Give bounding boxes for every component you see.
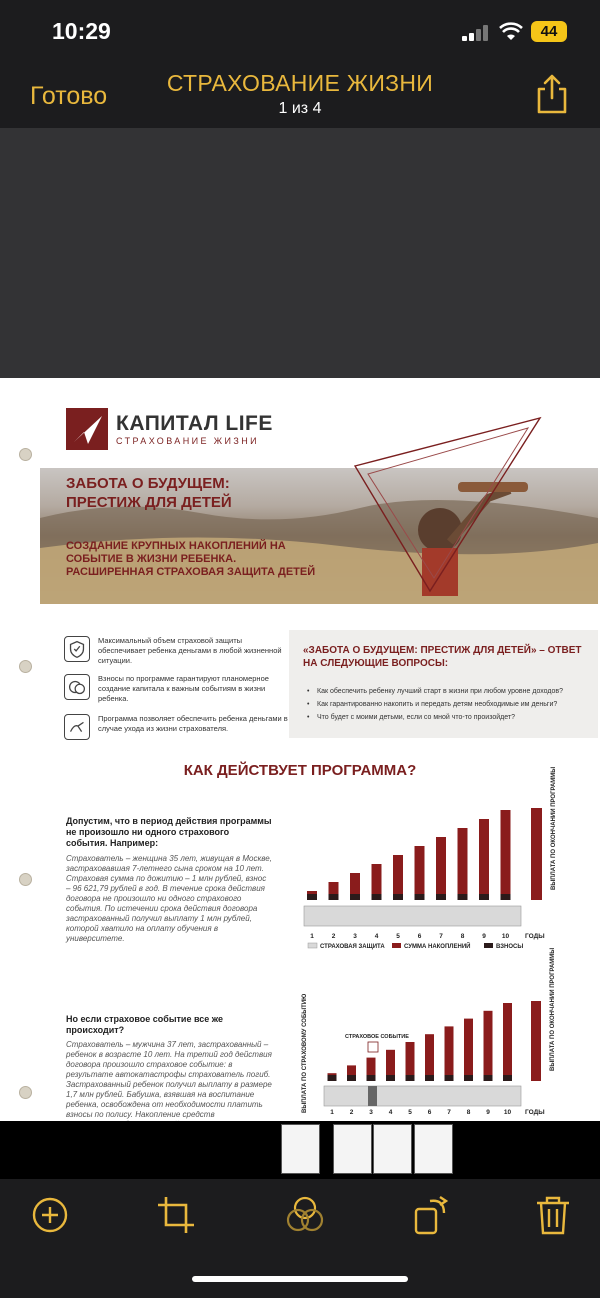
punch-hole [19,1086,32,1099]
insurance-payout-label: ВЫПЛАТА ПО СТРАХОВОМУ СОБЫТИЮ [302,993,308,1113]
thumbnail-page-4[interactable] [414,1124,453,1174]
x-axis-label: ГОДЫ [525,1109,545,1116]
bar-accumulation [307,891,317,900]
bar-contribution [503,1075,512,1081]
status-bar [0,0,600,62]
event-band-marker [368,1086,377,1106]
question-item: • Как обеспечить ребенку лучший старт в жизни при любом уровне доходов? [317,688,587,695]
thumbnail-page-3[interactable] [373,1124,412,1174]
bar-accumulation [464,1019,473,1081]
event-marker-icon [368,1042,378,1052]
battery-indicator: 44 [531,21,567,42]
legend-swatch-contribution [484,943,493,948]
payout-bar [531,1001,541,1081]
share-icon[interactable] [534,72,570,116]
punch-hole [19,660,32,673]
tick-label: 6 [417,933,422,940]
tick-label: 7 [439,933,443,940]
punch-hole [19,873,32,886]
tick-label: 6 [427,1109,432,1116]
bar-contribution [484,1075,493,1081]
bar-contribution [347,1075,356,1081]
bar-contribution [436,894,446,900]
rotate-icon[interactable] [412,1193,452,1237]
tick-label: 7 [447,1109,451,1116]
protection-band [304,906,521,926]
questions-box [289,630,598,738]
bar-accumulation [386,1050,395,1081]
bar-accumulation [393,855,403,900]
bar-accumulation [329,882,339,900]
tick-label: 10 [503,1109,512,1116]
bar-accumulation [425,1034,434,1081]
logo-tagline: СТРАХОВАНИЕ ЖИЗНИ [116,436,259,446]
payout-label: ВЫПЛАТА ПО ОКОНЧАНИИ ПРОГРАММЫ [550,947,556,1071]
payout-label: ВЫПЛАТА ПО ОКОНЧАНИИ ПРОГРАММЫ [551,766,557,890]
feature-text: Взносы по программе гарантируют планомерное создание капитала к важным событиям в жизни ребенка. [98,674,269,703]
tick-label: 5 [408,1109,412,1116]
bar-contribution [329,894,339,900]
bar-contribution [393,894,403,900]
example1-text: Страхователь – женщина 35 лет, живущая в Москве, застраховавшая 7-летнего сына сроком на 10 лет. Страховая сумма по дожитию – 1 млн рублей, взнос – 96 621,79 рублей в год. В течение срока действия договора не произошло ни одного страхового события. По истечении срока действия договора застрахованный получил выплату 1 млн рублей, которой хватило на оплату обучения в университете. [66,854,272,943]
legend-label: СТРАХОВАЯ ЗАЩИТА [320,944,385,950]
bar-contribution [479,894,489,900]
hand-icon [64,714,90,740]
legend-label: ВЗНОСЫ [496,944,524,950]
crop-icon[interactable] [156,1193,196,1237]
bar-accumulation [436,837,446,900]
bar-contribution [415,894,425,900]
document-viewer[interactable] [0,128,600,1121]
wifi-icon [499,22,523,42]
bar-accumulation [479,819,489,900]
bar-accumulation [347,1065,356,1081]
payout-bar [531,808,542,900]
logo-icon [66,408,108,450]
home-indicator [192,1276,408,1282]
tick-label: 3 [353,933,357,940]
tick-label: 3 [369,1109,373,1116]
bar-contribution [307,894,317,900]
tick-label: 1 [310,933,314,940]
tick-label: 4 [388,1109,393,1116]
tick-label: 9 [482,933,486,940]
bar-contribution [367,1075,376,1081]
done-button[interactable]: Готово [30,82,108,110]
bar-contribution [406,1075,415,1081]
tick-label: 2 [349,1109,354,1116]
page-indicator: 1 из 4 [278,100,322,117]
punch-hole [19,448,32,461]
example2-heading: Но если страховое событие все же происходит? [66,1014,224,1035]
feature-text: Максимальный объем страховой защиты обеспечивает ребенка деньгами в любой жизненной ситуации. [98,636,282,665]
bar-accumulation [501,810,511,900]
document-title: СТРАХОВАНИЕ ЖИЗНИ [166,70,434,96]
legend-label: СУММА НАКОПЛЕНИЙ [404,944,471,950]
bar-contribution [445,1075,454,1081]
example2-text: Страхователь – мужчина 37 лет, застрахованный – ребенок в возрасте 10 лет. На третий год действия договора произошло страховое событие: в результате автокатастрофы страхователь погиб. Застрахованный ребенок получил выплату в размере 1,7 млн рублей. Бабушка, взявшая на воспитание ребенка, освобождена от необходимости платить взносы по полису. Накопление средств [66,1040,272,1119]
feature-text: Программа позволяет обеспечить ребенка деньгами в случае ухода из жизни страхователя. [98,714,288,733]
nav-bar [0,62,600,128]
bar-accumulation [350,873,360,900]
x-axis-label: ГОДЫ [525,933,545,940]
bar-accumulation [415,846,425,900]
bar-contribution [350,894,360,900]
bar-accumulation [445,1026,454,1081]
question-item: • Что будет с моими детьми, если со мной что-то произойдет? [317,714,587,721]
shield-icon [64,636,90,662]
bar-contribution [328,1075,337,1081]
bar-accumulation [328,1073,337,1081]
bar-contribution [464,1075,473,1081]
questions-title: «ЗАБОТА О БУДУЩЕМ: ПРЕСТИЖ ДЛЯ ДЕТЕЙ» – ОТВЕТ НА СЛЕДУЮЩИЕ ВОПРОСЫ: [303,645,582,669]
tick-label: 1 [330,1109,334,1116]
bar-accumulation [484,1011,493,1081]
event-label: СТРАХОВОЕ СОБЫТИЕ [345,1034,409,1040]
legend-swatch-accumulation [392,943,401,948]
tick-label: 9 [486,1109,490,1116]
section-title: КАК ДЕЙСТВУЕТ ПРОГРАММА? [183,762,417,779]
tick-label: 5 [396,933,400,940]
hero-title: ЗАБОТА О БУДУЩЕМ: ПРЕСТИЖ ДЛЯ ДЕТЕЙ [66,475,232,511]
page-thumbnails [0,1121,600,1179]
document-page[interactable] [0,378,600,1173]
question-item: • Как гарантированно накопить и передать детям необходимые им деньги? [317,701,587,708]
bar-accumulation [372,864,382,900]
trash-icon[interactable] [533,1193,573,1237]
cellular-signal-icon [462,25,490,41]
status-time: 10:29 [52,18,111,44]
tick-label: 2 [331,933,336,940]
bar-accumulation [406,1042,415,1081]
example1-heading: Допустим, что в период действия программы не произошло ни одного страхового события. Например: [66,816,272,848]
bar-contribution [458,894,468,900]
markup-icon[interactable] [285,1193,325,1237]
triangle-decoration [350,396,550,596]
protection-band [324,1086,521,1106]
bar-accumulation [458,828,468,900]
tick-label: 4 [374,933,379,940]
thumbnail-page-2[interactable] [333,1124,372,1174]
bar-accumulation [503,1003,512,1081]
tick-label: 8 [466,1109,471,1116]
bar-accumulation [367,1058,376,1081]
bar-contribution [386,1075,395,1081]
thumbnail-page-1[interactable] [281,1124,320,1174]
tick-label: 8 [460,933,465,940]
coins-icon [64,674,90,700]
tick-label: 10 [501,933,510,940]
logo-name: КАПИТАЛ LIFE [116,412,273,435]
bar-contribution [425,1075,434,1081]
legend-swatch-protection [308,943,317,948]
hero-subtitle: СОЗДАНИЕ КРУПНЫХ НАКОПЛЕНИЙ НА СОБЫТИЕ В ЖИЗНИ РЕБЕНКА. РАСШИРЕННАЯ СТРАХОВАЯ ЗАЩИТА ДЕТЕЙ [66,540,316,578]
bar-contribution [501,894,511,900]
add-icon[interactable] [30,1193,70,1237]
bar-contribution [372,894,382,900]
